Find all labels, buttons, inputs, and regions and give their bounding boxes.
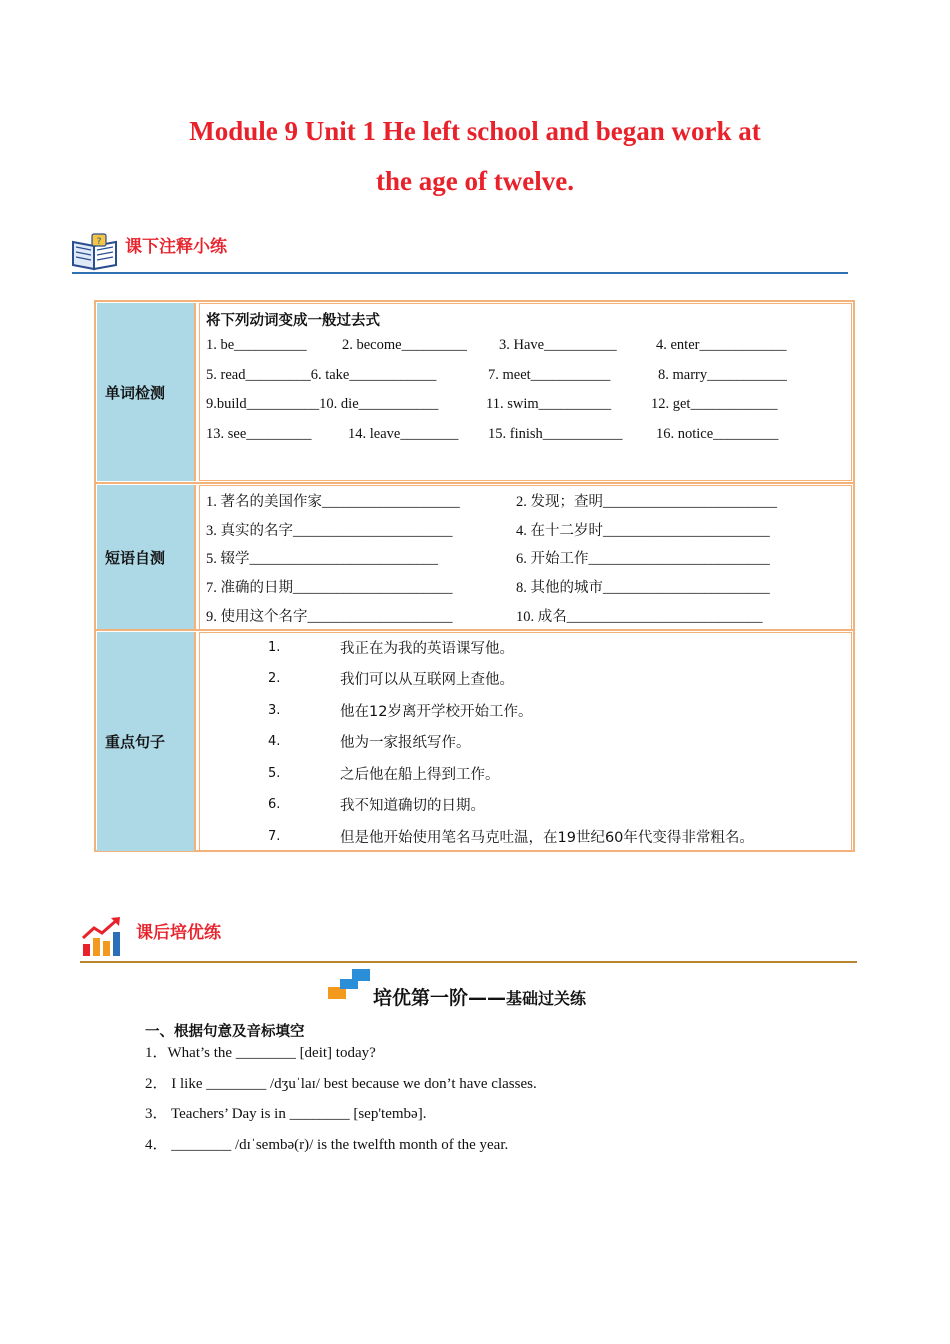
phrase-item: 9. 使用这个名字____________________: [206, 609, 453, 625]
phrase-item: 3. 真实的名字______________________: [206, 523, 453, 539]
word-item: 8. marry___________: [658, 367, 787, 383]
phrase-item: 4. 在十二岁时_______________________: [516, 523, 770, 539]
row-content: [199, 303, 852, 481]
word-item: 1. be__________: [206, 337, 307, 353]
section-label: 课后培优练: [136, 923, 221, 943]
word-item: 11. swim__________: [486, 396, 612, 412]
page-title-line1: Module 9 Unit 1 He left school and began work at: [189, 116, 761, 146]
sentence-text: 但是他开始使用笔名马克吐温，在19世纪60年代变得非常粗名。: [340, 830, 754, 846]
phrase-item: 10. 成名___________________________: [516, 609, 763, 625]
word-item: 14. leave________: [348, 426, 459, 442]
row-content: [199, 632, 852, 851]
row-label: 重点句子: [97, 632, 196, 851]
word-item: 2. become_________: [342, 337, 467, 353]
sentence-number: 4.: [268, 734, 281, 749]
section-divider: [80, 961, 857, 963]
stage-subtitle: 基础过关练: [506, 989, 587, 1008]
sentence-text: 我不知道确切的日期。: [340, 798, 485, 814]
sentence-number: 1.: [268, 640, 281, 655]
exercise-table: [94, 300, 855, 852]
phrase-item: 6. 开始工作_________________________: [516, 551, 770, 567]
stage-title: [373, 983, 586, 1010]
word-item: 5. read_________6. take____________: [206, 367, 437, 383]
word-item: 4. enter____________: [656, 337, 787, 353]
exercise-item: 1．What’s the ________ [deit] today?: [145, 1045, 376, 1061]
row-label: 短语自测: [97, 485, 196, 630]
sentence-number: 5.: [268, 766, 281, 781]
stairs-icon: [328, 969, 372, 1001]
phrase-item: 7. 准确的日期______________________: [206, 580, 453, 596]
exercise-item: 3． Teachers’ Day is in ________ [sep'tembə].: [145, 1106, 427, 1122]
exercise-item: 2． I like ________ /dʒuˈlaɪ/ best because we don’t have classes.: [145, 1076, 537, 1092]
sentence-number: 3.: [268, 703, 281, 718]
svg-text:?: ?: [96, 237, 102, 247]
sentence-text: 我们可以从互联网上查他。: [340, 672, 514, 688]
table-row-words: [96, 302, 853, 482]
phrase-item: 5. 辍学__________________________: [206, 551, 438, 567]
table-row-phrases: [96, 482, 853, 631]
exercise-heading: 一、根据句意及音标填空: [145, 1024, 305, 1040]
phrase-item: 8. 其他的城市_______________________: [516, 580, 770, 596]
sentence-number: 2.: [268, 671, 281, 686]
phrase-item: 1. 著名的美国作家___________________: [206, 494, 460, 510]
sentence-text: 他在12岁离开学校开始工作。: [340, 704, 533, 720]
table-row-sentences: [96, 629, 853, 852]
row-label: 单词检测: [97, 303, 196, 481]
book-icon: [70, 232, 120, 272]
section-label: 课下注释小练: [125, 237, 227, 257]
word-item: 3. Have__________: [499, 337, 617, 353]
stage-title-main: 培优第一阶——: [373, 987, 507, 1009]
sentence-text: 我正在为我的英语课写他。: [340, 641, 514, 657]
word-item: 15. finish___________: [488, 426, 623, 442]
row-content: [199, 485, 852, 630]
word-item: 7. meet___________: [488, 367, 611, 383]
page-title-line2: the age of twelve.: [376, 166, 574, 196]
sentence-number: 6.: [268, 797, 281, 812]
instruction: 将下列动词变成一般过去式: [206, 313, 380, 329]
word-item: 9.build__________10. die___________: [206, 396, 439, 412]
word-item: 12. get____________: [651, 396, 778, 412]
exercise-item: 4． ________ /dɪˈsembə(r)/ is the twelfth month of the year.: [145, 1137, 509, 1153]
sentence-text: 之后他在船上得到工作。: [340, 767, 500, 783]
word-item: 13. see_________: [206, 426, 312, 442]
chart-icon: [80, 914, 124, 958]
sentence-number: 7.: [268, 829, 281, 844]
phrase-item: 2. 发现；查明________________________: [516, 494, 777, 510]
word-item: 16. notice_________: [656, 426, 779, 442]
section-divider: [72, 272, 848, 274]
sentence-text: 他为一家报纸写作。: [340, 735, 471, 751]
